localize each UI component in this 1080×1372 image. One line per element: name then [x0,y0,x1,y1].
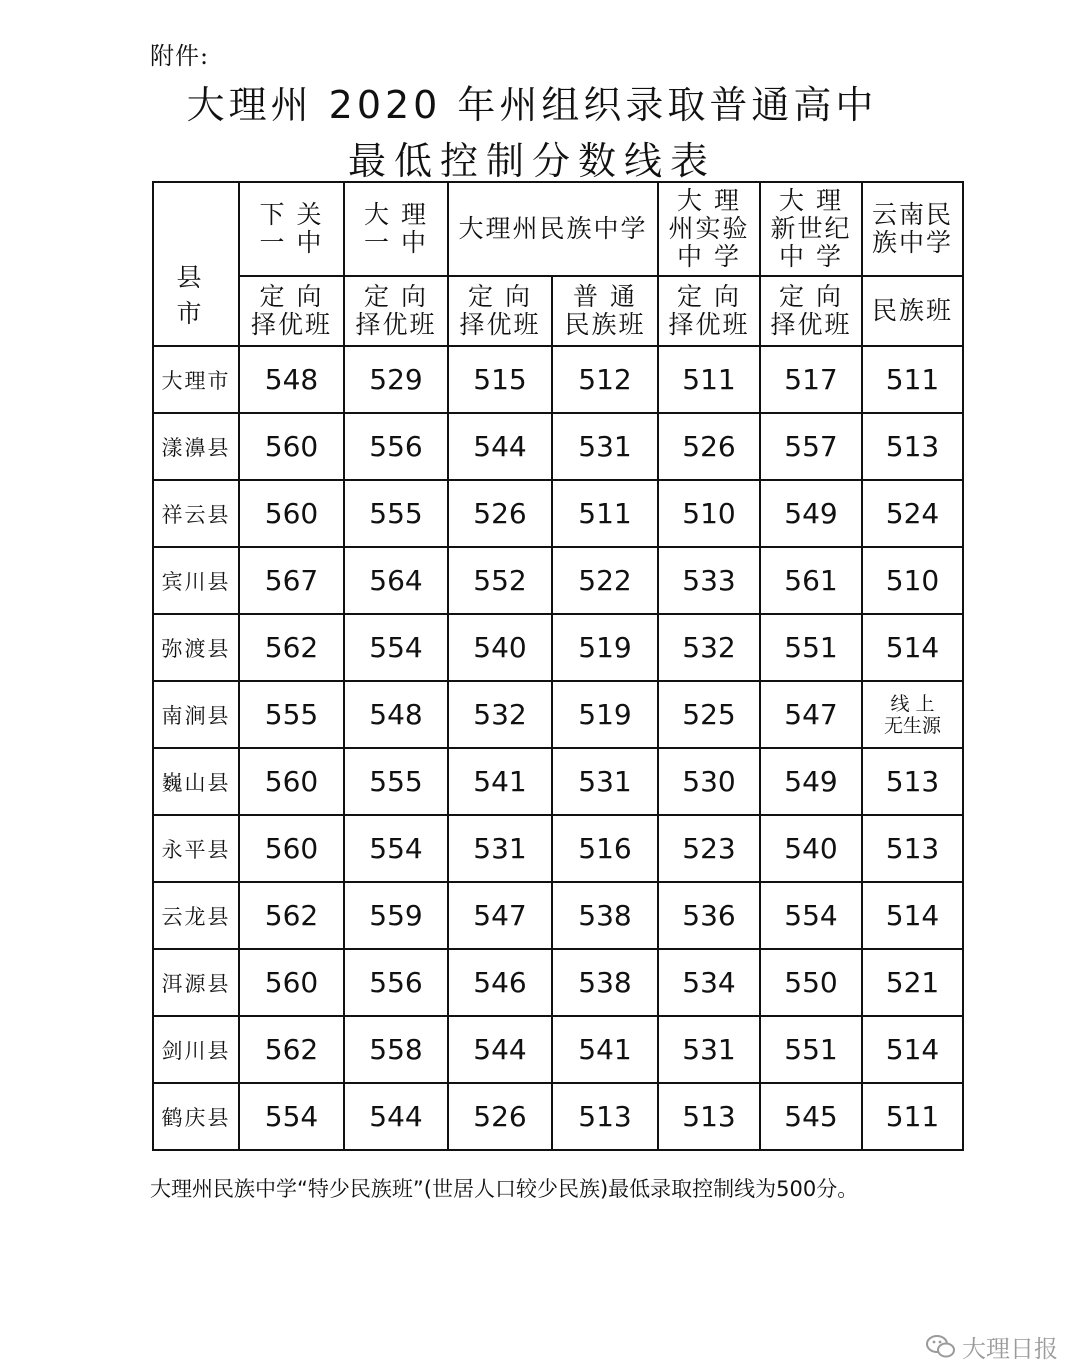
score-cell: 549 [760,748,862,815]
score-table-body [153,346,963,1150]
score-cell: 561 [760,547,862,614]
school-header-3 [448,182,658,276]
school-header-line: 大 理 [364,200,428,229]
score-cell: 564 [344,547,448,614]
county-cell: 云龙县 [153,882,239,949]
school-header-line: 中 学 [779,242,843,271]
score-cell: 550 [760,949,862,1016]
score-cell: 540 [448,614,552,681]
school-header-line: 族中学 [872,228,954,257]
school-header-row [153,182,963,276]
class-header-line: 民族班 [872,296,954,325]
school-header-line: 大理州民族中学 [458,214,648,243]
class-header-line: 择优班 [668,310,750,339]
school-header-2 [344,182,448,276]
score-cell: 538 [552,882,658,949]
score-cell: 560 [239,748,344,815]
county-header: 县 市 [153,182,239,346]
score-cell: 513 [862,815,963,882]
score-cell: 546 [448,949,552,1016]
class-header-line: 定 向 [364,282,428,311]
score-cell: 514 [862,1016,963,1083]
score-cell: 554 [239,1083,344,1150]
table-row [153,1083,963,1150]
school-header-line: 州实验 [668,214,750,243]
class-header-line: 择优班 [355,310,437,339]
class-header-1 [239,276,344,346]
county-cell: 鹤庆县 [153,1083,239,1150]
school-header-line: 中 学 [677,242,741,271]
score-cell: 531 [552,413,658,480]
school-header-line: 下 关 [259,200,324,229]
score-cell: 560 [239,815,344,882]
score-cell: 532 [658,614,760,681]
score-cell: 513 [552,1083,658,1150]
score-cell: 548 [239,346,344,413]
score-cell: 555 [344,480,448,547]
table-row [153,547,963,614]
score-cell: 567 [239,547,344,614]
class-header-row [153,276,963,346]
school-header-1 [239,182,344,276]
score-cell: 510 [658,480,760,547]
footnote: 大理州民族中学“特少民族班”(世居人口较少民族)最低录取控制线为500分。 [150,1177,859,1201]
page-title-line1: 大理州 2020 年州组织录取普通高中 [186,83,878,127]
school-header-4 [658,182,760,276]
score-cell: 513 [862,748,963,815]
score-cell: 545 [760,1083,862,1150]
score-cell: 560 [239,413,344,480]
class-header-5 [658,276,760,346]
score-cell: 548 [344,681,448,748]
class-header-line: 定 向 [779,282,843,311]
score-cell: 556 [344,413,448,480]
class-header-line: 定 向 [468,282,532,311]
county-cell: 南涧县 [153,681,239,748]
table-row [153,614,963,681]
score-cell: 519 [552,681,658,748]
table-row [153,480,963,547]
score-cell: 531 [658,1016,760,1083]
score-cell: 557 [760,413,862,480]
score-cell: 522 [552,547,658,614]
county-cell: 洱源县 [153,949,239,1016]
score-cell: 559 [344,882,448,949]
county-cell: 永平县 [153,815,239,882]
score-cell: 551 [760,614,862,681]
class-header-line: 定 向 [259,282,324,311]
class-header-line: 择优班 [459,310,541,339]
score-cell: 515 [448,346,552,413]
score-cell: 555 [344,748,448,815]
score-cell: 526 [448,1083,552,1150]
score-cell: 547 [760,681,862,748]
score-cell: 511 [658,346,760,413]
class-header-line: 定 向 [677,282,741,311]
score-cell: 540 [760,815,862,882]
score-cell: 556 [344,949,448,1016]
county-cell: 大理市 [153,346,239,413]
county-cell: 漾濞县 [153,413,239,480]
score-cell: 526 [658,413,760,480]
score-cell: 536 [658,882,760,949]
watermark-text: 大理日报 [962,1335,1058,1363]
score-cell: 526 [448,480,552,547]
county-cell: 弥渡县 [153,614,239,681]
score-cell: 554 [760,882,862,949]
score-cell: 541 [448,748,552,815]
score-cell: 541 [552,1016,658,1083]
score-cell: 562 [239,614,344,681]
score-cell: 562 [239,1016,344,1083]
score-cell: 511 [862,346,963,413]
school-header-line: 大 理 [779,186,843,215]
score-cell: 512 [552,346,658,413]
school-header-line: 大 理 [677,186,741,215]
score-cell: 549 [760,480,862,547]
school-header-5 [760,182,862,276]
score-cell: 510 [862,547,963,614]
class-header-6 [760,276,862,346]
table-row [153,949,963,1016]
table-row [153,346,963,413]
score-cell: 555 [239,681,344,748]
score-cell: 531 [448,815,552,882]
table-row [153,413,963,480]
score-cell: 554 [344,815,448,882]
score-cell: 538 [552,949,658,1016]
score-cell: 551 [760,1016,862,1083]
watermark [926,1329,1058,1364]
score-cell: 514 [862,614,963,681]
score-cell: 511 [862,1083,963,1150]
score-cell: 562 [239,882,344,949]
class-header-line: 择优班 [770,310,852,339]
score-cell: 513 [658,1083,760,1150]
score-cell: 544 [448,1016,552,1083]
score-cell: 558 [344,1016,448,1083]
score-cell: 513 [862,413,963,480]
score-table [152,181,964,1151]
county-cell: 巍山县 [153,748,239,815]
score-cell: 529 [344,346,448,413]
class-header-line: 择优班 [250,310,332,339]
score-cell: 530 [658,748,760,815]
table-row [153,1016,963,1083]
score-cell: 521 [862,949,963,1016]
school-header-line: 一 中 [364,228,428,257]
score-cell: 514 [862,882,963,949]
score-cell: 534 [658,949,760,1016]
page-title-line2: 最低控制分数线表 [347,139,716,183]
school-header-line: 新世纪 [770,214,852,243]
class-header-3 [448,276,552,346]
county-cell: 剑川县 [153,1016,239,1083]
school-header-line: 一 中 [259,228,324,257]
score-cell: 544 [344,1083,448,1150]
score-cell: 517 [760,346,862,413]
score-cell: 554 [344,614,448,681]
class-header-line: 普 通 [573,282,637,311]
table-row [153,815,963,882]
school-header-line: 云南民 [872,200,954,229]
class-header-2 [344,276,448,346]
score-cell: 524 [862,480,963,547]
score-cell: 516 [552,815,658,882]
table-row [153,681,963,748]
score-cell: 519 [552,614,658,681]
class-header-4 [552,276,658,346]
county-cell: 宾川县 [153,547,239,614]
score-cell: 547 [448,882,552,949]
table-row [153,882,963,949]
school-header-6 [862,182,963,276]
attachment-label: 附件: [150,42,210,70]
score-cell: 560 [239,949,344,1016]
score-cell: 线 上 无生源 [862,681,963,748]
score-cell: 532 [448,681,552,748]
score-cell: 552 [448,547,552,614]
county-cell: 祥云县 [153,480,239,547]
score-cell: 523 [658,815,760,882]
score-cell: 531 [552,748,658,815]
score-cell: 560 [239,480,344,547]
class-header-line: 民族班 [564,310,646,339]
wechat-icon [926,1334,956,1360]
table-row [153,748,963,815]
score-cell: 525 [658,681,760,748]
score-cell: 544 [448,413,552,480]
score-cell: 511 [552,480,658,547]
score-cell: 533 [658,547,760,614]
class-header-7 [862,276,963,346]
